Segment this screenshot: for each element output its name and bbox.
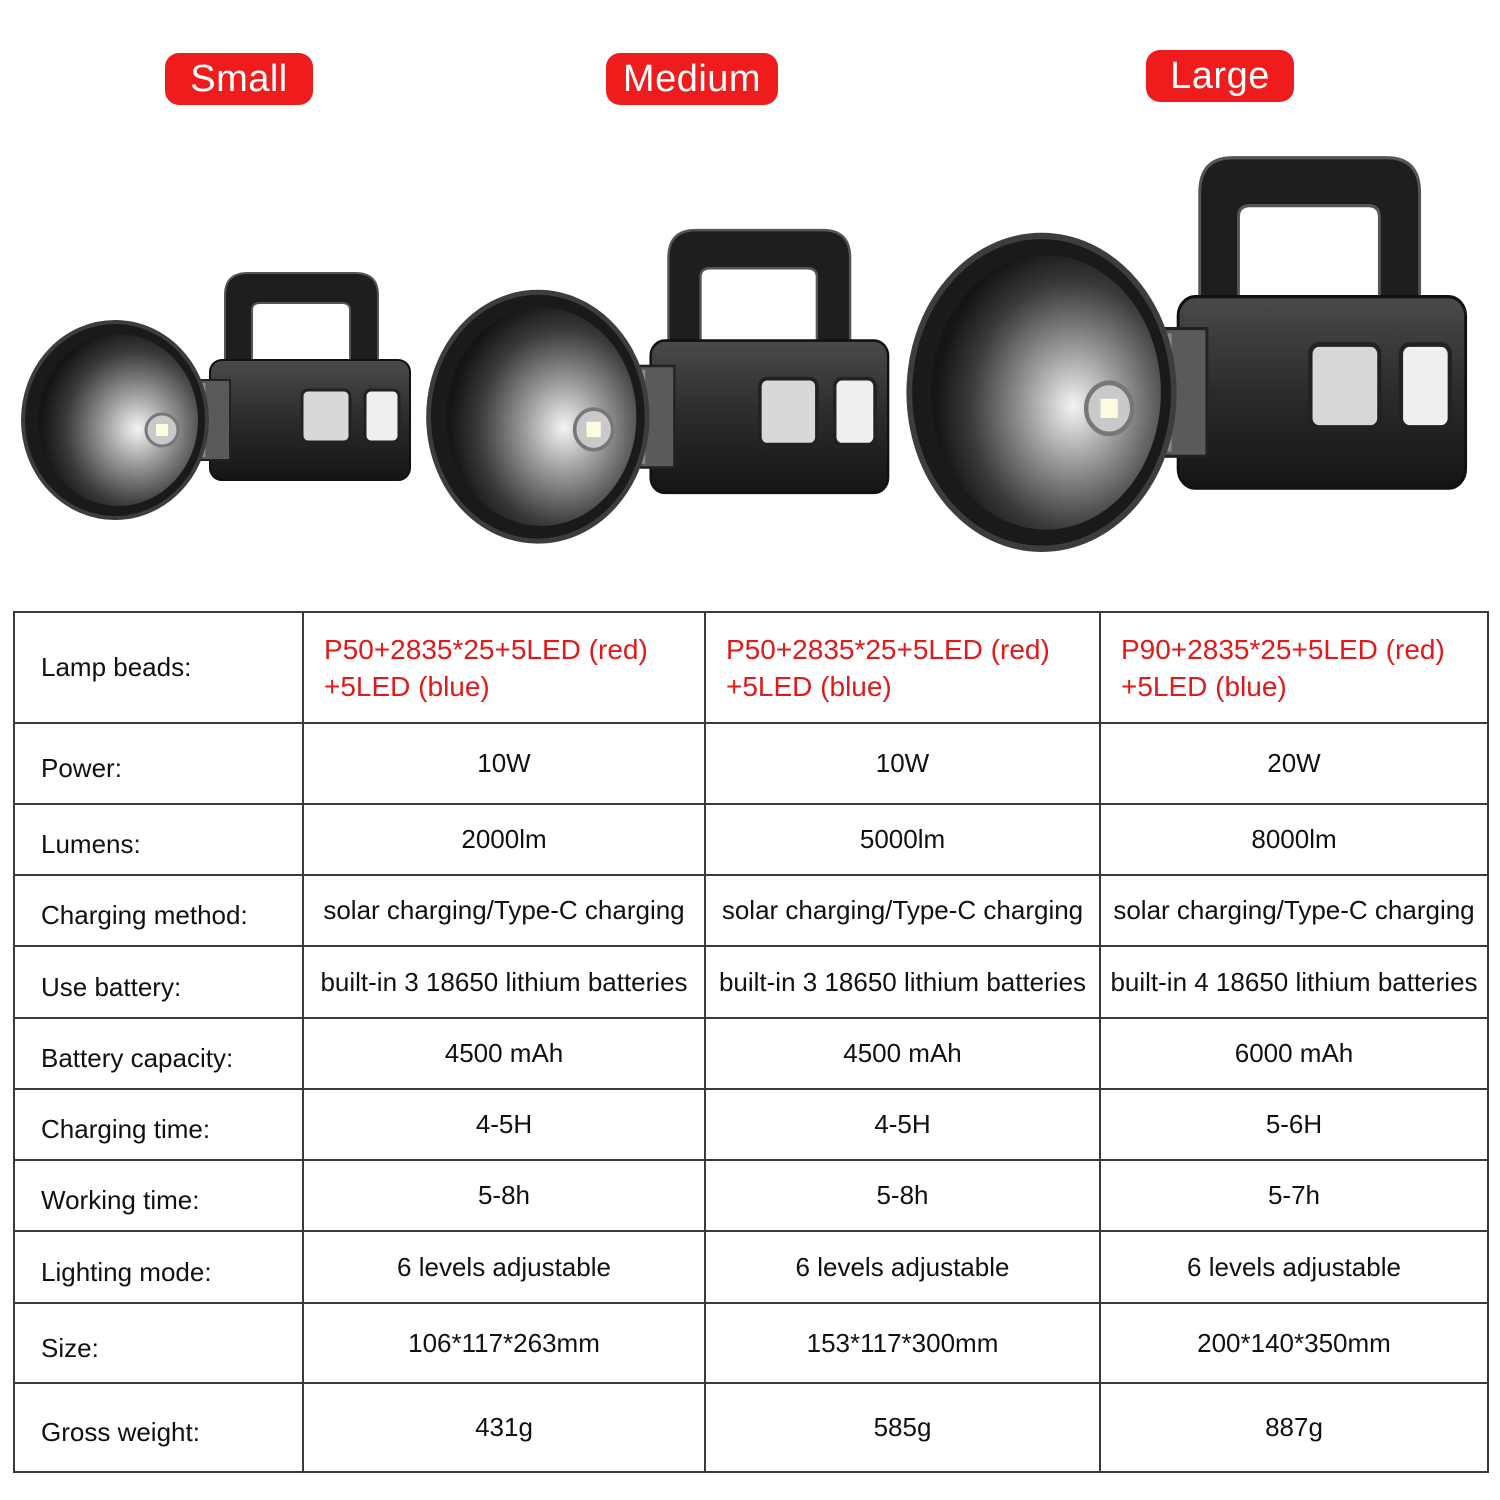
row-label: Lamp beads: (14, 612, 303, 723)
row-label: Lumens: (14, 804, 303, 875)
row-label: Lighting mode: (14, 1231, 303, 1303)
flashlight-illustration (905, 145, 1480, 560)
cell-medium: 5-8h (705, 1160, 1100, 1231)
cell-medium: built-in 3 18650 lithium batteries (705, 946, 1100, 1018)
cell-small: 106*117*263mm (303, 1303, 705, 1383)
cell-medium: 585g (705, 1383, 1100, 1472)
cell-small: 431g (303, 1383, 705, 1472)
flashlight-image-small (20, 265, 420, 525)
cell-medium: solar charging/Type-C charging (705, 875, 1100, 946)
cell-large: 200*140*350mm (1100, 1303, 1488, 1383)
table-row (14, 804, 1488, 875)
cell-large: 6000 mAh (1100, 1018, 1488, 1089)
table-row (14, 612, 1488, 723)
cell-small: 2000lm (303, 804, 705, 875)
cell-large: 6 levels adjustable (1100, 1231, 1488, 1303)
cell-small: 4-5H (303, 1089, 705, 1160)
cell-small: solar charging/Type-C charging (303, 875, 705, 946)
cell-medium: 4500 mAh (705, 1018, 1100, 1089)
row-label: Power: (14, 723, 303, 804)
table-row (14, 946, 1488, 1018)
cell-small: 10W (303, 723, 705, 804)
cell-medium: 6 levels adjustable (705, 1231, 1100, 1303)
table-row (14, 875, 1488, 946)
cell-large: P90+2835*25+5LED (red) +5LED (blue) (1100, 612, 1488, 723)
cell-medium: P50+2835*25+5LED (red) +5LED (blue) (705, 612, 1100, 723)
row-label: Size: (14, 1303, 303, 1383)
cell-large: 20W (1100, 723, 1488, 804)
table-row (14, 1018, 1488, 1089)
cell-large: 5-7h (1100, 1160, 1488, 1231)
size-badge-medium: Medium (606, 53, 778, 105)
row-label: Use battery: (14, 946, 303, 1018)
cell-large: 8000lm (1100, 804, 1488, 875)
flashlight-illustration (20, 265, 420, 525)
cell-large: solar charging/Type-C charging (1100, 875, 1488, 946)
table-row (14, 1303, 1488, 1383)
row-label: Charging method: (14, 875, 303, 946)
cell-small: 5-8h (303, 1160, 705, 1231)
table-row (14, 1231, 1488, 1303)
cell-small: 6 levels adjustable (303, 1231, 705, 1303)
cell-medium: 4-5H (705, 1089, 1100, 1160)
spec-table (13, 611, 1489, 1473)
size-badge-small: Small (165, 53, 313, 105)
cell-large: 5-6H (1100, 1089, 1488, 1160)
cell-small: P50+2835*25+5LED (red) +5LED (blue) (303, 612, 705, 723)
cell-small: 4500 mAh (303, 1018, 705, 1089)
row-label: Battery capacity: (14, 1018, 303, 1089)
cell-medium: 5000lm (705, 804, 1100, 875)
row-label: Working time: (14, 1160, 303, 1231)
table-row (14, 1383, 1488, 1472)
flashlight-image-medium (425, 220, 900, 550)
cell-large: 887g (1100, 1383, 1488, 1472)
cell-medium: 153*117*300mm (705, 1303, 1100, 1383)
cell-large: built-in 4 18650 lithium batteries (1100, 946, 1488, 1018)
row-label: Charging time: (14, 1089, 303, 1160)
cell-small: built-in 3 18650 lithium batteries (303, 946, 705, 1018)
table-row (14, 723, 1488, 804)
row-label: Gross weight: (14, 1383, 303, 1472)
table-row (14, 1089, 1488, 1160)
size-badge-large: Large (1146, 50, 1294, 102)
flashlight-image-large (905, 145, 1480, 560)
flashlight-illustration (425, 220, 900, 550)
cell-medium: 10W (705, 723, 1100, 804)
table-row (14, 1160, 1488, 1231)
